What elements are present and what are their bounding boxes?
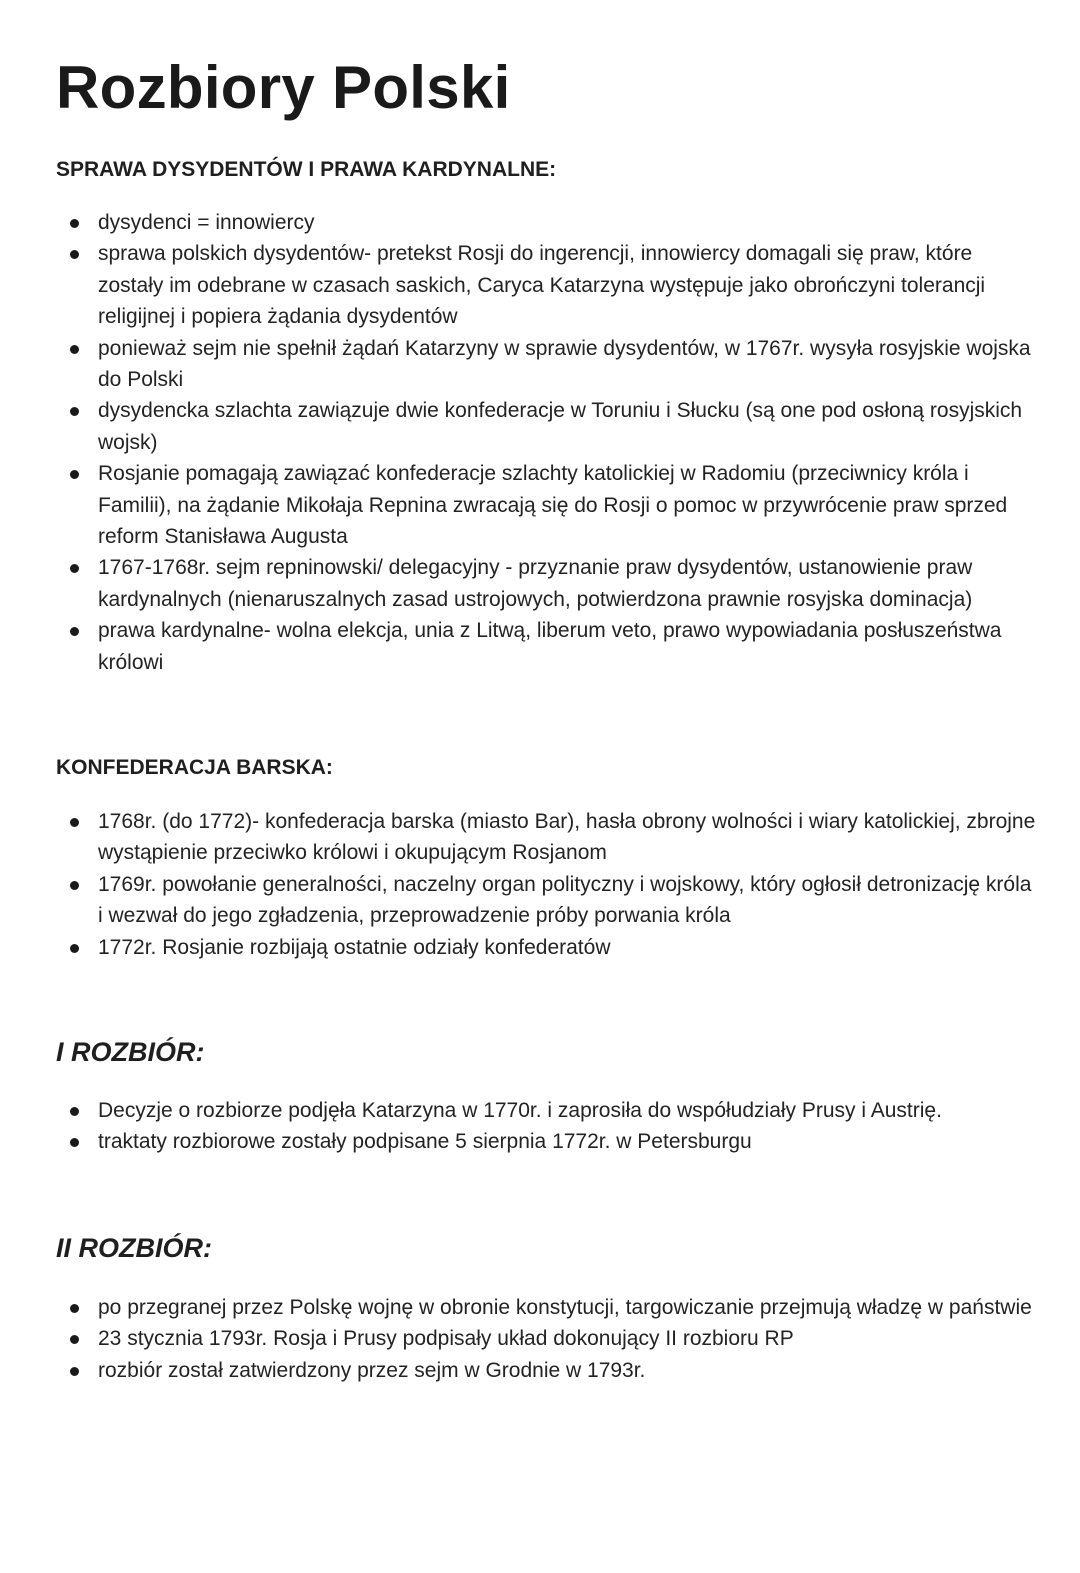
list-item: dysydenci = innowiercy: [98, 207, 1038, 238]
section-heading-dysydenci: SPRAWA DYSYDENTÓW I PRAWA KARDYNALNE:: [56, 158, 557, 181]
section-heading-konfederacja-barska: KONFEDERACJA BARSKA:: [56, 756, 333, 779]
list-item: po przegranej przez Polskę wojnę w obronie konstytucji, targowiczanie przejmują władzę w państwie: [98, 1292, 1038, 1323]
list-item: 1767-1768r. sejm repninowski/ delegacyjny - przyznanie praw dysydentów, ustanowienie praw kardynalnych (nienaruszalnych zasad ustrojowych, potwierdzona prawnie rosyjska dominacja): [98, 552, 1038, 615]
section-heading-i-rozbior: I ROZBIÓR:: [56, 1037, 205, 1067]
list-item: 1769r. powołanie generalności, naczelny organ polityczny i wojskowy, który ogłosił detronizację króla i wezwał do jego zgładzenia, przeprowadzenie próby porwania króla: [98, 869, 1038, 932]
page-title: Rozbiory Polski: [56, 54, 511, 121]
list-item: dysydencka szlachta zawiązuje dwie konfederacje w Toruniu i Słucku (są one pod osłoną rosyjskich wojsk): [98, 395, 1038, 458]
bullet-list-konfederacja-barska: [98, 806, 1038, 963]
list-item: Decyzje o rozbiorze podjęła Katarzyna w 1770r. i zaprosiła do współudziały Prusy i Austrię.: [98, 1095, 1038, 1126]
list-item: traktaty rozbiorowe zostały podpisane 5 sierpnia 1772r. w Petersburgu: [98, 1126, 1038, 1157]
list-item: ponieważ sejm nie spełnił żądań Katarzyny w sprawie dysydentów, w 1767r. wysyła rosyjskie wojska do Polski: [98, 333, 1038, 396]
list-item: 1768r. (do 1772)- konfederacja barska (miasto Bar), hasła obrony wolności i wiary katolickiej, zbrojne wystąpienie przeciwko królowi i okupującym Rosjanom: [98, 806, 1038, 869]
bullet-list-ii-rozbior: [98, 1292, 1038, 1386]
list-item: 1772r. Rosjanie rozbijają ostatnie odziały konfederatów: [98, 932, 1038, 963]
list-item: Rosjanie pomagają zawiązać konfederacje szlachty katolickiej w Radomiu (przeciwnicy króla i Familii), na żądanie Mikołaja Repnina zwracają się do Rosji o pomoc w przywrócenie praw sprzed reform Stanisława Augusta: [98, 458, 1038, 552]
section-heading-ii-rozbior: II ROZBIÓR:: [56, 1233, 212, 1263]
bullet-list-dysydenci: [98, 207, 1038, 678]
list-item: prawa kardynalne- wolna elekcja, unia z Litwą, liberum veto, prawo wypowiadania posłuszeństwa królowi: [98, 615, 1038, 678]
bullet-list-i-rozbior: [98, 1095, 1038, 1158]
list-item: 23 stycznia 1793r. Rosja i Prusy podpisały układ dokonujący II rozbioru RP: [98, 1323, 1038, 1354]
list-item: rozbiór został zatwierdzony przez sejm w Grodnie w 1793r.: [98, 1355, 1038, 1386]
list-item: sprawa polskich dysydentów- pretekst Rosji do ingerencji, innowiercy domagali się praw, które zostały im odebrane w czasach saskich, Caryca Katarzyna występuje jako obrończyni tolerancji religijnej i popiera żądania dysydentów: [98, 238, 1038, 332]
